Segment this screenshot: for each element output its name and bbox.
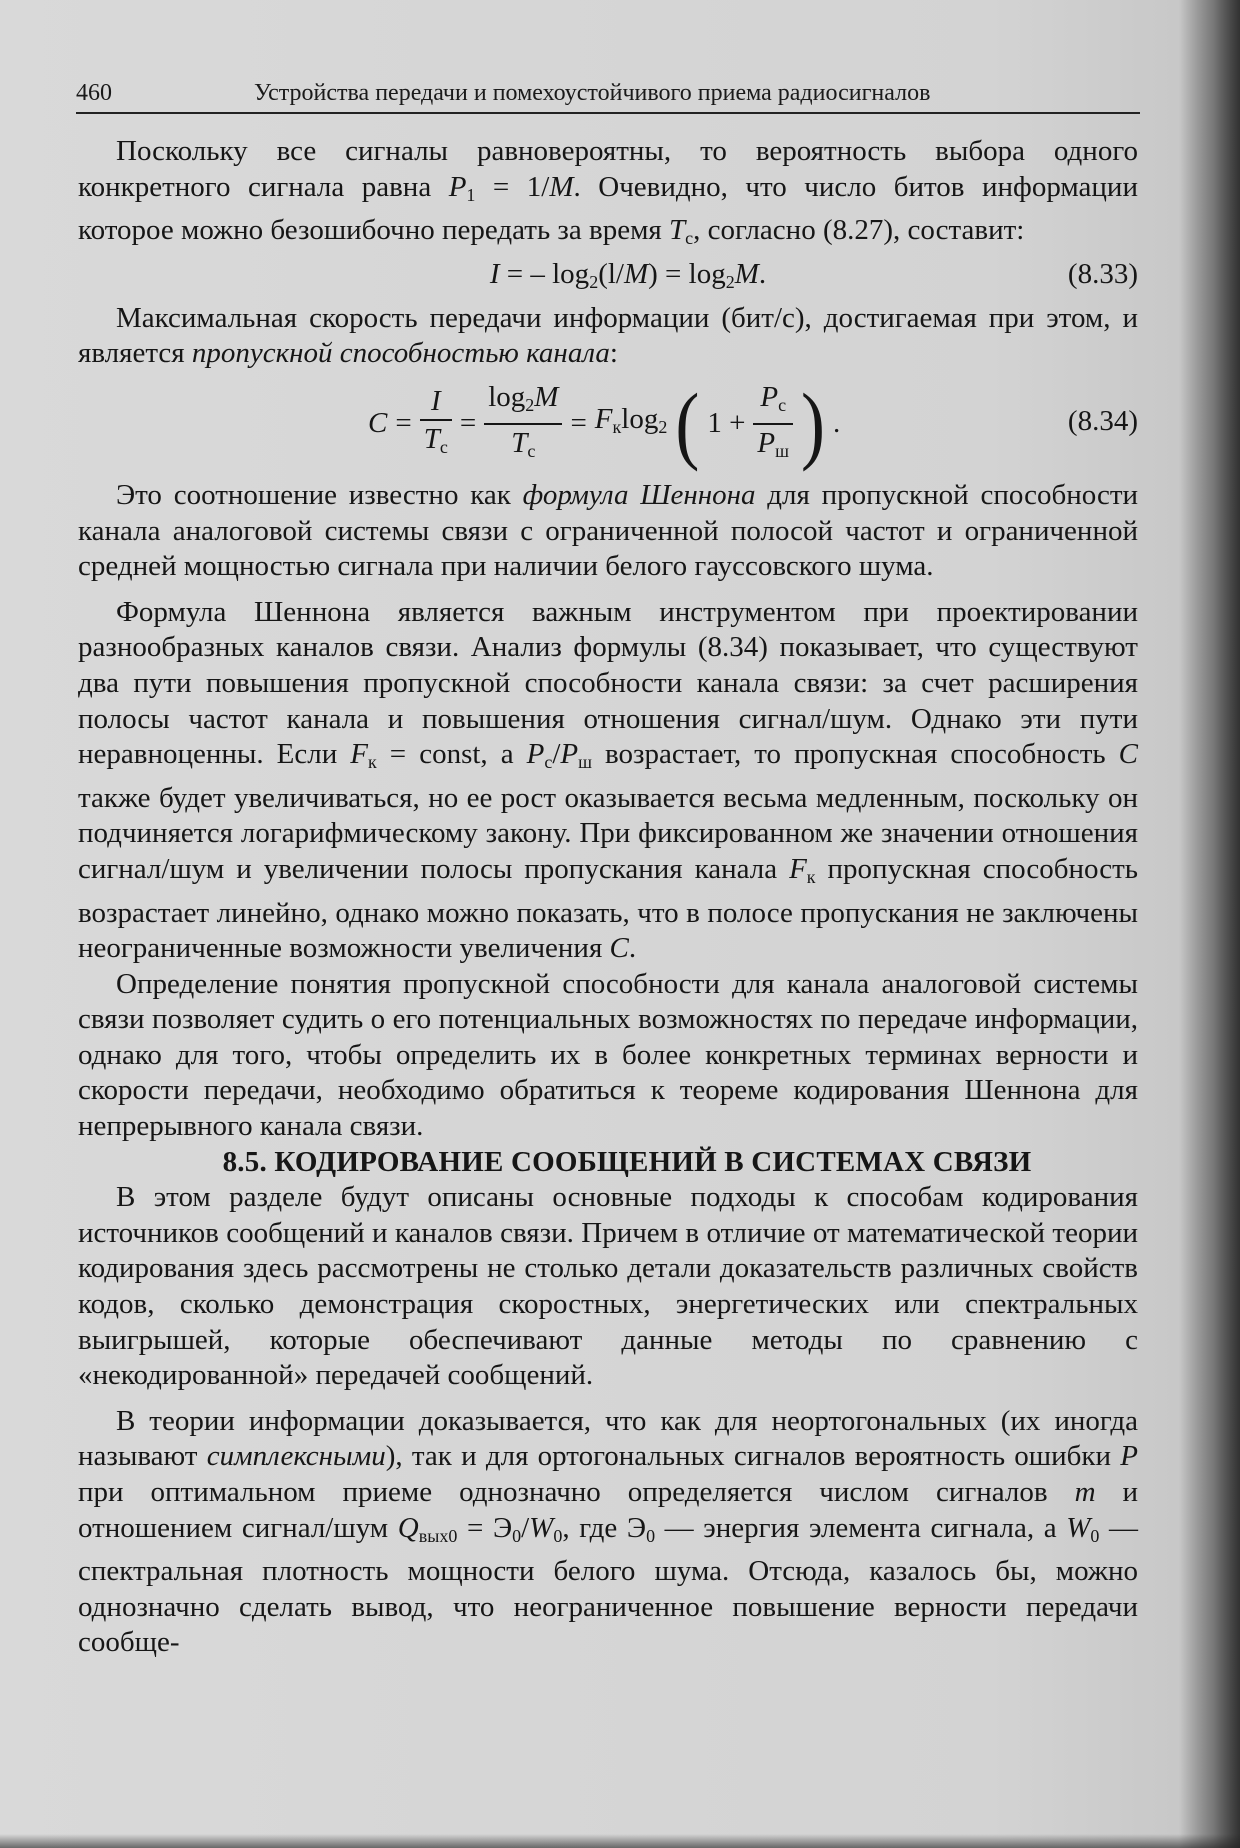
running-header — [76, 78, 1140, 114]
paragraph-7: В теории информации доказывается, что как для неортогональных (их иногда называют симплексными), так и для ортогональных сигналов вероятность ошибки P при оптимальном приеме однозначно определяется числом сигналов m и отношением сигнал/шум $Q_{вых0} = Э_0/W_0$, где $Э_0$ — энергия элемента сигнала, а $W_0$ — спектральная плотность мощности белого шума. Отсюда, казалось бы, можно однозначно сделать вывод, что неограниченное повышение верности передачи сообще- — [78, 1404, 1138, 1659]
section-heading: 8.5. КОДИРОВАНИЕ СООБЩЕНИЙ В СИСТЕМАХ СВЯЗИ — [222, 1145, 1032, 1178]
page-number: 460 — [76, 80, 112, 106]
binding-shadow — [1180, 0, 1240, 1848]
paragraph-5: Определение понятия пропускной способности для канала аналоговой системы связи позволяет судить о его потенциальных возможностях по передаче информации, однако для того, чтобы определить их в более конкретных терминах верности и скорости передачи, необходимо обратиться к теореме кодирования Шеннона для непрерывного канала связи. — [78, 967, 1138, 1143]
fraction-i-over-tc: $\frac{I}{T_с}$ — [420, 383, 452, 465]
paragraph-1: Поскольку все сигналы равновероятны, то вероятность выбора одного конкретного сигнала равна $P_1 = 1/M$. Очевидно, что число битов информации которое можно безошибочно передать за время $T_с$, согласно (8.27), составит: — [78, 135, 1138, 249]
fraction-pc-over-psh: $\frac{P_с}{P_ш}$ — [753, 379, 793, 469]
fraction-log-m-over-tc: $\frac{\log_2M}{T_с}$ — [484, 379, 562, 469]
equation-number: (8.34) — [1067, 404, 1138, 437]
equation-number: (8.33) — [1067, 257, 1138, 290]
page-bottom-edge — [0, 1834, 1240, 1848]
paragraph-4: Формула Шеннона является важным инструментом при проектировании разнообразных каналов связи. Анализ формулы (8.34) показывает, что существуют два пути повышения пропускной способности канала связи: за счет расширения полосы частот канала и повышения отношения сигнал/шум. Однако эти пути неравноценны. Если $F_к$ = const, а $P_с/P_ш$ возрастает, то пропускная способность C также будет увеличиваться, но ее рост оказывается весьма медленным, поскольку он подчиняется логарифмическому закону. При фиксированном же значении отношения сигнал/шум и увеличении полосы пропускания канала $F_к$ пропускная способность возрастает линейно, однако можно показать, что в полосе пропускания не заключены неограниченные возможности увеличения C. — [78, 595, 1138, 965]
equation-8-33: I = – $\log_2(l/M) = \log_2M$. (8.33) — [489, 257, 1138, 292]
paragraph-6: В этом разделе будут описаны основные подходы к способам кодирования источников сообщений и каналов связи. Причем в отличие от математической теории кодирования здесь рассмотрены не столько детали доказательств различных свойств кодов, сколько демонстрация скоростных, энергетических или спектральных выигрышей, которые обеспечивают данные методы по сравнению с «некодированной» передачей сообщений. — [78, 1181, 1138, 1392]
equation-8-34: C = $\frac{I}{T_с}$ = $\frac{\log_2M}{T_с}$ = $F_к\log_2$ ( 1 + $\frac{P_с}{P_ш}$ ) . (8.34) — [368, 375, 1138, 472]
paragraph-3: Это соотношение известно как формула Шеннона для пропускной способности канала аналоговой системы связи с ограниченной полосой частот и ограниченной средней мощностью сигнала при наличии белого гауссовского шума. — [78, 478, 1139, 583]
running-title: Устройства передачи и помехоустойчивого приема радиосигналов — [254, 80, 931, 106]
body-text — [78, 134, 1138, 1661]
paragraph-2: Максимальная скорость передачи информации (бит/с), достигаемая при этом, и является пропускной способностью канала: — [78, 301, 1138, 370]
